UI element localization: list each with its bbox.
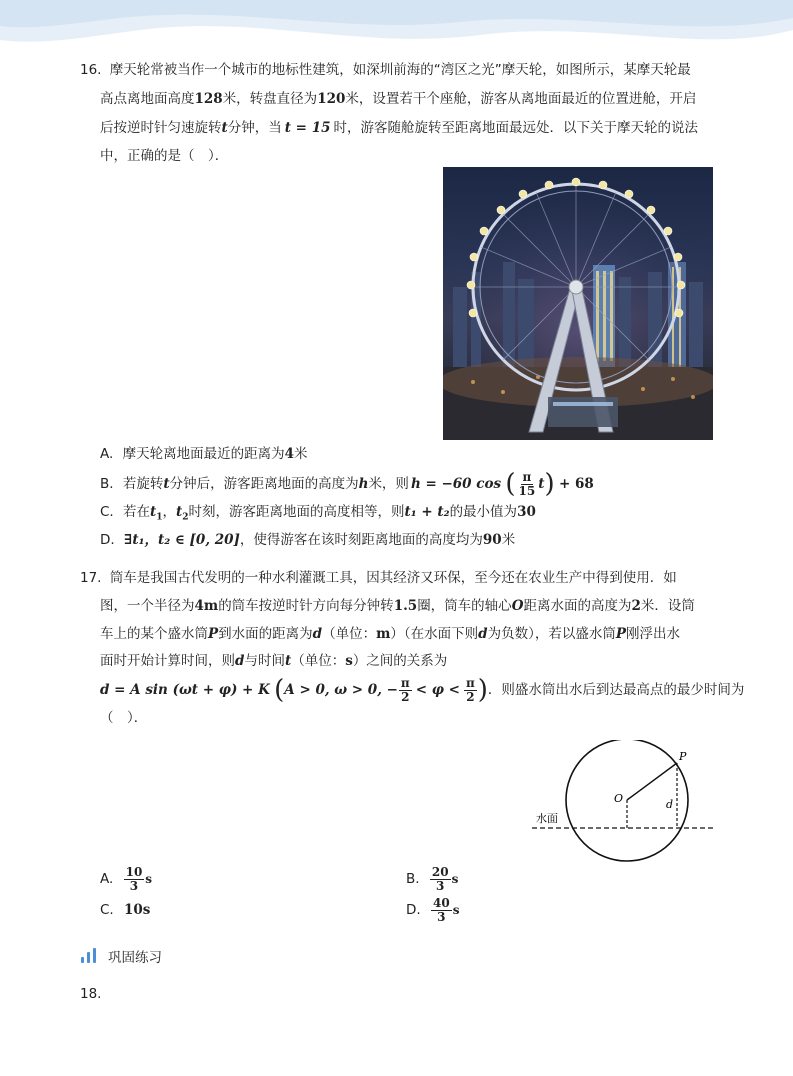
pi-over-2-fraction-right: $\frac{\pi}{2}$	[465, 675, 475, 704]
q16-option-c[interactable]: C. 若在$t_1$，$t_2$时刻，游客距离地面的高度相等，则t₁ + t₂的最小值为30	[100, 504, 536, 523]
pi-over-15-fraction: $\frac{\pi}{15}$	[518, 469, 536, 498]
diagram-label-o: O	[614, 792, 624, 805]
ferris-wheel-photo	[443, 167, 713, 440]
q17-option-c[interactable]: C. 10s	[100, 902, 151, 918]
q17-line-3: 车上的某个盛水筒P到水面的距离为d（单位：m）（在水面下则d为负数），若以盛水筒P刚浮出水	[100, 626, 681, 642]
q16-line-4: 中，正确的是（ ）．	[100, 148, 229, 164]
q16-option-a[interactable]: A. 摩天轮离地面最近的距离为4米	[100, 446, 308, 462]
diagram-label-p: P	[679, 750, 687, 763]
q17-line-4: 面时开始计算时间，则d与时间t（单位：s）之间的关系为	[100, 653, 448, 669]
q16-option-b[interactable]: B. 若旋转t分钟后，游客距离地面的高度为h米，则 h = −60 cos ( $\frac{\pi}{15}$ t) + 68	[100, 469, 594, 499]
q16-line-2: 高点离地面高度128米，转盘直径为120米，设置若干个座舱，游客从离地面最近的位置进舱，开启	[100, 91, 697, 107]
q17-number: 17.	[80, 570, 102, 586]
q17-line-1: 17. 筒车是我国古代发明的一种水利灌溉工具，因其经济又环保，至今还在农业生产中得到使用．如	[80, 570, 677, 586]
q16-number: 16.	[80, 62, 102, 78]
q17-line-2: 图，一个半径为4m的筒车按逆时针方向每分钟转1.5圈，筒车的轴心O距离水面的高度为2米．设筒	[100, 598, 695, 614]
diagram-label-water: 水面	[536, 812, 558, 825]
q17-line-6: （ ）．	[100, 710, 148, 726]
diagram-label-d: d	[666, 798, 674, 811]
water-wheel-diagram	[530, 740, 720, 865]
practice-section-title: 巩固练习	[108, 950, 162, 966]
q17-formula-line: d = A sin (ωt + φ) + K (A > 0, ω > 0, − $\frac{\pi}{2}$ < φ < $\frac{\pi}{2}$ )．则盛水筒出水后到达最高点的最少时间为	[100, 675, 745, 705]
q17-option-d[interactable]: D. $\frac{40}{3}$ s	[406, 895, 460, 924]
q17-option-b[interactable]: B. $\frac{20}{3}$ s	[406, 864, 459, 893]
q17-option-a[interactable]: A. $\frac{10}{3}$ s	[100, 864, 153, 893]
pi-over-2-fraction-left: $\frac{\pi}{2}$	[400, 675, 410, 704]
q16-option-d[interactable]: D. ∃t₁，t₂ ∈ [0, 20]，使得游客在该时刻距离地面的高度均为90米	[100, 532, 516, 548]
header-wave-decoration	[0, 0, 793, 60]
bar-chart-icon	[80, 947, 98, 963]
q16-line-3: 后按逆时针匀速旋转t分钟，当 t = 15 时，游客随舱旋转至距离地面最远处．以下关于摩天轮的说法	[100, 120, 698, 136]
q16-line-1: 16. 摩天轮常被当作一个城市的地标性建筑，如深圳前海的“湾区之光”摩天轮，如图所示，某摩天轮最	[80, 62, 691, 78]
q18-number: 18.	[80, 986, 102, 1002]
